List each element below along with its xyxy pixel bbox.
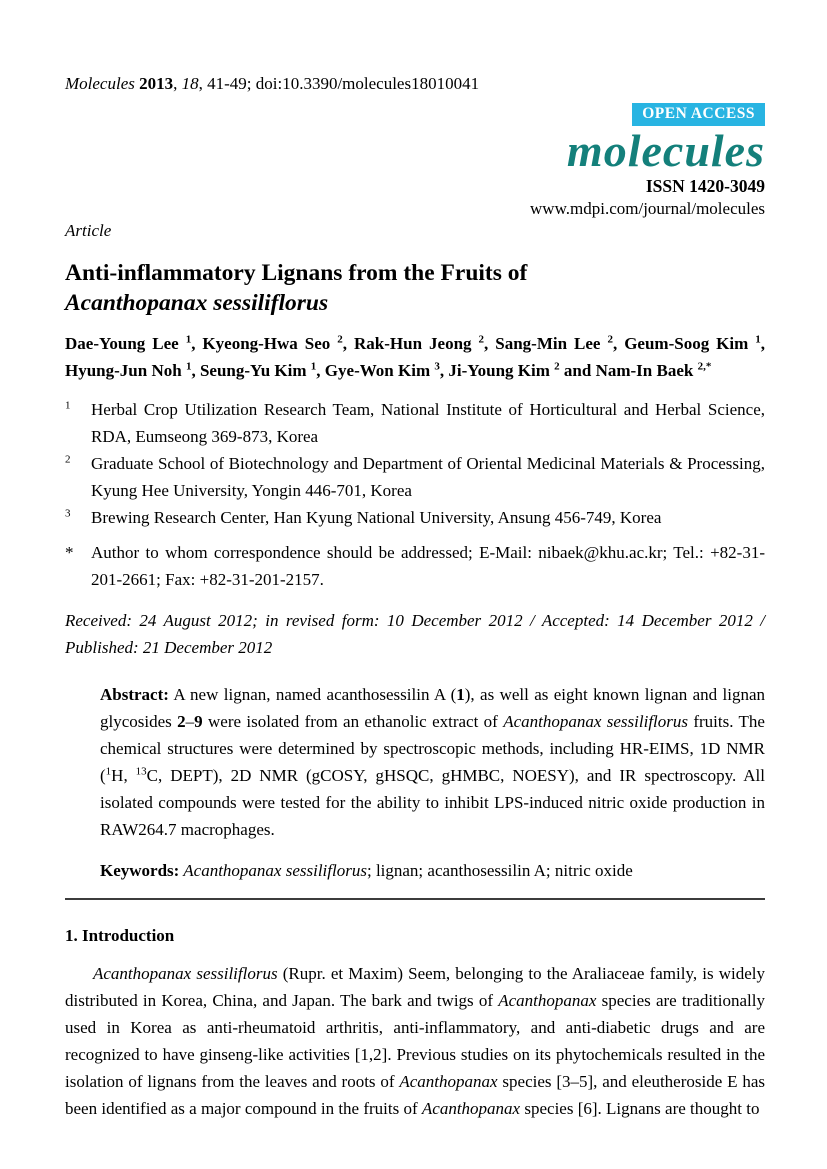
author-affiliation-sup: 2 [337,333,343,346]
author-name: Dae-Young Lee [65,334,179,353]
author-affiliation-sup: 2 [478,333,485,346]
article-type-label: Article [65,221,112,240]
author-separator: , [760,334,766,353]
author [65,334,202,353]
author [624,334,765,353]
correspondence-text: Author to whom correspondence should be addressed; E-Mail: nibaek@khu.ac.kr; Tel.: +82-31-201-2661; Fax: +82-31-201-2157. [91,543,765,589]
author-affiliation-sup: 1 [310,360,317,373]
author-name: Rak-Hun Jeong [354,334,472,353]
author [354,334,495,353]
author-separator: and [559,361,596,380]
keywords-paragraph [100,857,765,884]
author [495,334,624,353]
keywords-text: ; lignan; acanthosessilin A; nitric oxide [366,861,633,880]
author-list [65,330,765,384]
author-name: Sang-Min Lee [495,334,601,353]
journal-citation-line [65,70,765,97]
author-separator: , [191,361,200,380]
genus-name: Acanthopanax [399,1072,498,1091]
introduction-heading: 1. Introduction [65,926,175,945]
author-name: Hyung-Jun Noh [65,361,182,380]
intro-text-segment: (Rupr. et Maxim) Seem, belonging to the Araliaceae family, is widely distributed in Korea, China, and Japan. The bark and twigs of [65,964,765,1010]
author-separator: , [191,334,203,353]
species-name: Acanthopanax sessiliflorus [179,861,367,880]
intro-text-segment: species [3–5], and eleutheroside E has been identified as a major compound in the fruits of [65,1072,765,1118]
issn-line: ISSN 1420-3049 [645,176,765,196]
compound-number: 2 [177,712,186,731]
affiliation-item [65,504,765,531]
compound-number: 1 [456,685,465,704]
author-name: Gye-Won Kim [324,361,431,380]
author [200,361,325,380]
affiliation-item [65,450,765,504]
affiliation-list [65,396,765,531]
author [448,361,595,380]
author [65,361,200,380]
author-affiliation-sup: 2 [607,333,613,346]
journal-name: Molecules [65,74,135,93]
author-separator: , [342,334,355,353]
author-separator: , [484,334,496,353]
abstract-label: Abstract: [100,685,169,704]
article-title-line1: Anti-inflammatory Lignans from the Fruits of [65,260,528,286]
author-separator: , [612,334,625,353]
author-separator: , [439,361,449,380]
journal-masthead [65,103,765,219]
genus-name: Acanthopanax [498,991,597,1010]
citation-pages-doi: , 41-49; doi:10.3390/molecules18010041 [198,74,480,93]
abstract-text-segment: C, DEPT), 2D NMR (gCOSY, gHSQC, gHMBC, NOESY), and IR spectroscopy. All isolated compounds were tested for the ability to inhibit LPS-induced nitric oxide production in RAW264.7 macrophages. [100,766,765,839]
introduction-paragraph [65,960,765,1122]
abstract-text-segment: ), as well as eight known lignan and lignan glycosides [100,685,765,731]
keywords-label: Keywords: [100,861,180,880]
author-affiliation-sup: 1 [755,333,761,346]
author-name: Geum-Soog Kim [624,334,749,353]
affiliation-item [65,396,765,450]
article-title-line2-species: Acanthopanax sessiliflorus [65,290,329,316]
correspondence-item [65,539,765,593]
abstract-section [100,681,765,884]
molecules-logo: molecules [566,125,765,176]
author-affiliation-sup: 1 [185,333,192,346]
author-name: Nam-In Baek [595,361,694,380]
author-name: Ji-Young Kim [448,361,550,380]
isotope-sup: 13 [135,765,147,778]
abstract-text-segment: H, [111,766,136,785]
affiliation-text: Brewing Research Center, Han Kyung National University, Ansung 456-749, Korea [91,508,662,527]
isotope-sup: 1 [105,765,112,778]
citation-separator: , [173,74,182,93]
abstract-dash: – [185,712,195,731]
species-name: Acanthopanax sessiliflorus [93,964,278,983]
author-separator: , [316,361,325,380]
author-affiliation-sup: 2 [554,360,560,373]
open-access-badge-row [65,103,765,126]
affiliation-marker: 3 [65,507,71,520]
affiliation-text: Graduate School of Biotechnology and Department of Oriental Medicinal Materials & Processing, Kyung Hee University, Yongin 446-701, Korea [91,454,765,500]
author-name: Seung-Yu Kim [199,361,307,380]
correspondence-block [65,539,765,593]
abstract-paragraph [100,681,765,843]
article-title [65,258,765,318]
correspondence-marker: * [65,543,74,562]
affiliation-marker: 1 [65,399,71,412]
section-divider-rule [65,898,765,900]
species-name: Acanthopanax sessiliflorus [503,712,688,731]
author-affiliation-sup: 2,* [697,360,712,373]
publication-history-line: Received: 24 August 2012; in revised form: 10 December 2012 / Accepted: 14 December 2012 / Published: 21 December 2012 [65,611,765,657]
journal-website-url: www.mdpi.com/journal/molecules [530,199,765,218]
intro-text-segment: species [6]. Lignans are thought to [520,1099,760,1118]
abstract-text-segment: A new lignan, named acanthosessilin A ( [168,685,457,704]
author-name: Kyeong-Hwa Seo [202,334,331,353]
author [202,334,354,353]
affiliation-text: Herbal Crop Utilization Research Team, National Institute of Horticultural and Herbal Science, RDA, Eumseong 369-873, Korea [91,400,765,446]
author-affiliation-sup: 3 [434,360,440,373]
open-access-badge: OPEN ACCESS [632,103,765,126]
author-affiliation-sup: 1 [185,360,192,373]
affiliation-marker: 2 [65,453,71,466]
genus-name: Acanthopanax [421,1099,521,1118]
compound-number: 9 [194,712,203,731]
author [596,361,712,380]
abstract-text-segment: were isolated from an ethanolic extract of [202,712,504,731]
abstract-text-segment: fruits. The chemical structures were determined by spectroscopic methods, including HR-EIMS, 1D NMR ( [100,712,765,785]
publication-year: 2013 [139,74,174,93]
author [325,361,449,380]
intro-text-segment: species are traditionally used in Korea as anti-rheumatoid arthritis, anti-inflammatory, and anti-diabetic drugs and are recognized to have ginseng-like activities [1,2]. Previous studies on its phytochemicals resulted in the isolation of lignans from the leaves and roots of [65,991,765,1091]
volume-number: 18 [181,74,199,93]
